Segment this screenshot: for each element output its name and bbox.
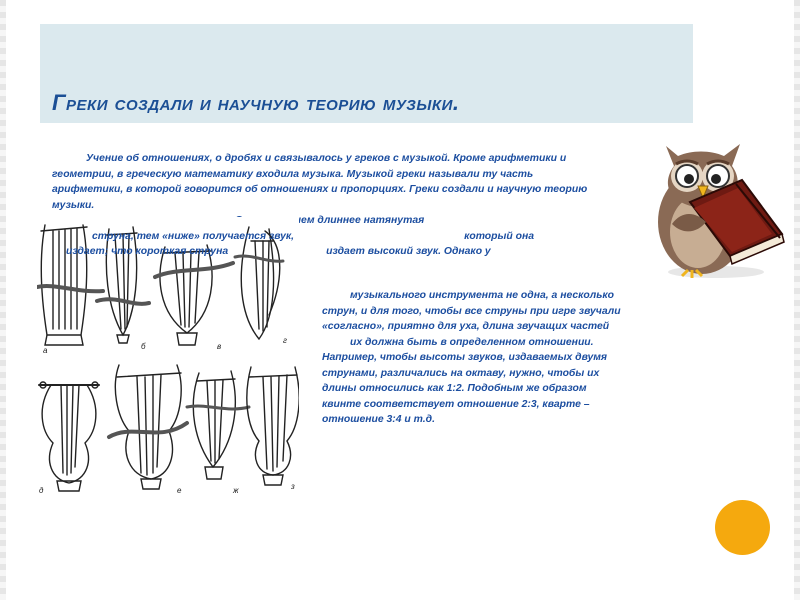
lyre-g-icon: [187, 371, 249, 479]
lyre-e-icon: [39, 382, 99, 491]
figure-label-e: д: [39, 486, 44, 495]
p2-line-4: их должна быть в определенном отношении.: [350, 336, 594, 348]
text-line-3b: который она: [464, 231, 534, 242]
p2-line-8: квинте соответствует отношение 2:3, кварте –: [322, 398, 590, 410]
text-line-4a: издает; что короткая струна: [66, 246, 229, 257]
owl-reading-book-icon: [632, 124, 792, 284]
p2-line-3: «согласно», приятно для уха, длина звучащих частей: [322, 321, 610, 332]
p2-line-5: Например, чтобы высоты звуков, издаваемых двумя: [322, 352, 608, 363]
figure-label-c: в: [217, 342, 222, 351]
lyre-c-icon: [155, 245, 233, 345]
text-line-2: Они знали: чем длиннее натянутая: [234, 215, 425, 226]
lyre-f-icon: [109, 365, 187, 489]
decorative-orange-circle: [715, 500, 770, 555]
figure-label-d: г: [283, 336, 287, 345]
text-line-4: [52, 244, 607, 260]
p2-line-7: длины относились как 1:2. Подобным же образом: [322, 383, 587, 394]
p2-line-2: струн, и для того, чтобы все струны при игре звучали: [322, 305, 621, 317]
figure-label-h: з: [291, 482, 295, 491]
text-line-3: [52, 229, 607, 245]
paragraph-intro-text: Учение об отношениях, о дробях и связывалось у греков с музыкой. Кроме арифметики и геометрии, в греческую математику входила музыка. Музыкой греки называли ту часть арифметики, в которой говорится об отношениях и пропорциях. Греки создали и научную теорию музыки.: [52, 153, 588, 211]
figure-label-f: е: [177, 486, 182, 495]
p2-line-1: музыкального инструмента не одна, а несколько: [350, 290, 615, 301]
text-line-3a: струна, тем «ниже» получается звук,: [92, 231, 295, 242]
slide-frame-left: [0, 0, 6, 600]
figure-label-b: б: [141, 342, 146, 351]
lyre-h-icon: [247, 367, 299, 485]
slide-title: Греки создали и научную теорию музыки.: [52, 90, 460, 115]
paragraph-harmony: [322, 288, 717, 428]
figure-label-a: а: [43, 346, 48, 355]
p2-line-6: струнами, различались на октаву, нужно, чтобы их: [322, 367, 600, 379]
p2-line-9: отношение 3:4 и т.д.: [322, 414, 435, 425]
slide-frame-right: [794, 0, 800, 600]
paragraph-intro: [52, 151, 607, 213]
figure-label-g: ж: [233, 486, 239, 495]
text-line-4b: издает высокий звук. Однако у: [326, 246, 491, 257]
